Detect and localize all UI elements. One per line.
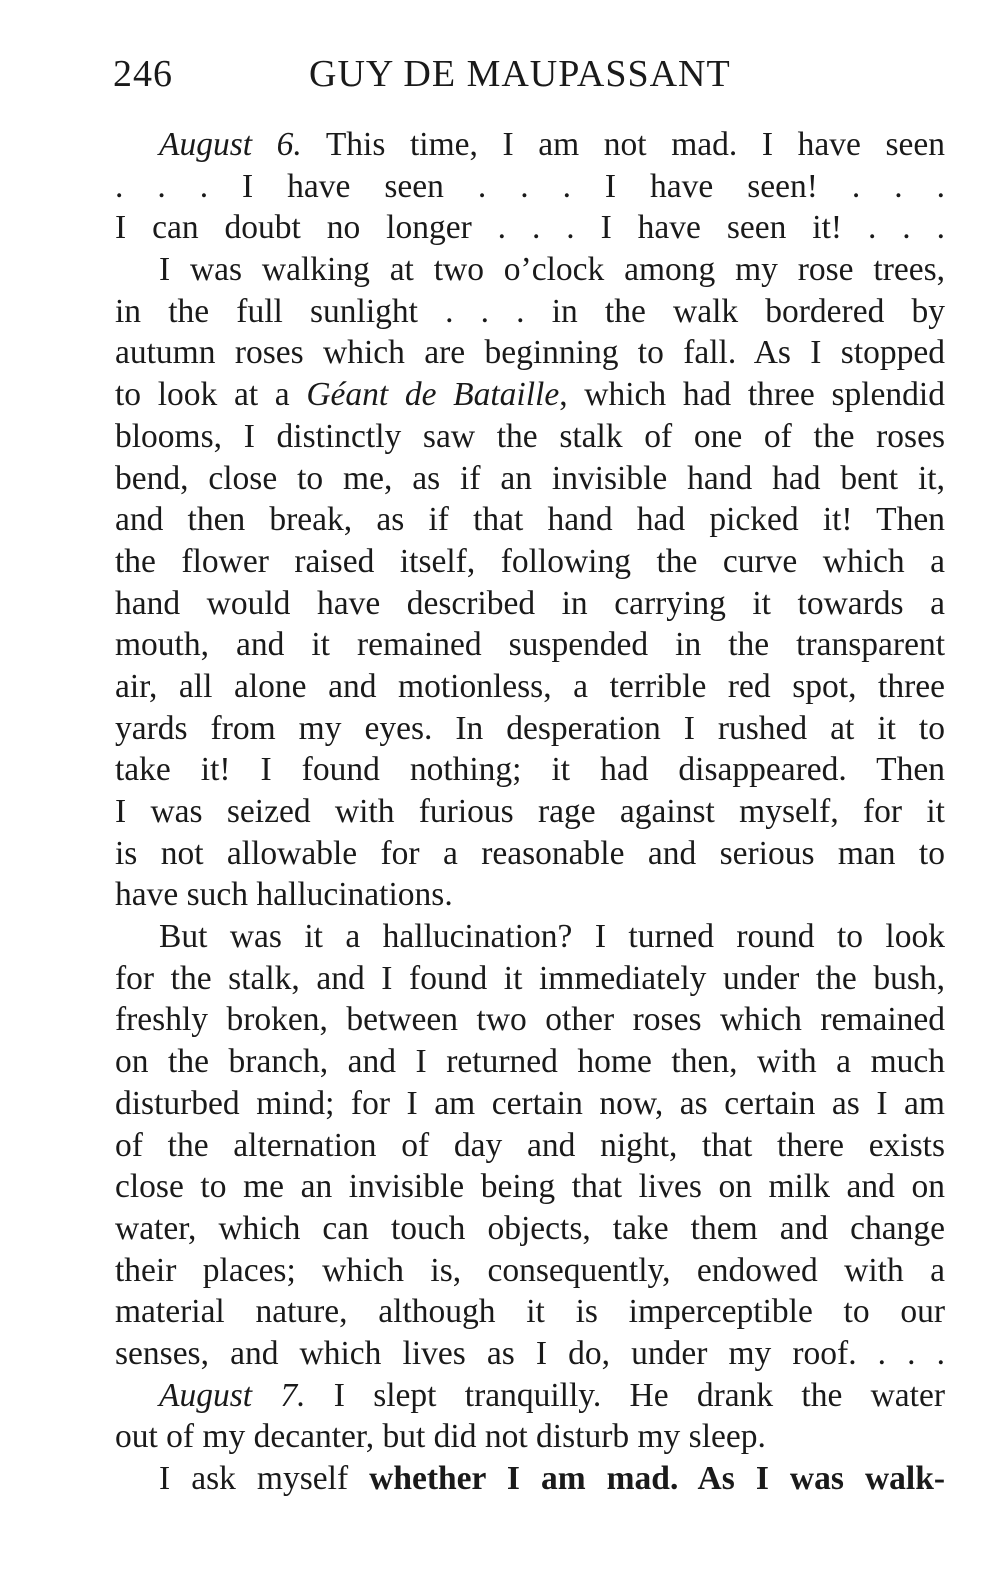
text-line: bend, close to me, as if an invisible hand had bent it, bbox=[115, 459, 945, 497]
paragraph-hallucination bbox=[115, 916, 945, 1375]
text-line: out of my decanter, but did not disturb my sleep. bbox=[115, 1418, 766, 1456]
text-line: disturbed mind; for I am certain now, as certain as I am bbox=[115, 1084, 945, 1122]
text-line bbox=[115, 1458, 945, 1500]
text-line: But was it a hallucination? I turned round to look bbox=[159, 918, 945, 956]
text-line: is not allowable for a reasonable and serious man to bbox=[115, 834, 945, 872]
text-line: yards from my eyes. In desperation I rushed at it to bbox=[115, 709, 945, 747]
entry-date: August 6. bbox=[159, 126, 302, 163]
paragraph-august-6 bbox=[115, 124, 945, 249]
text-line: autumn roses which are beginning to fall. As I stopped bbox=[115, 334, 945, 372]
text-segment: This time, I am not mad. I have seen bbox=[325, 126, 945, 163]
text-line: take it! I found nothing; it had disappeared. Then bbox=[115, 751, 945, 789]
text-line bbox=[115, 124, 945, 166]
entry-date: August 7. bbox=[159, 1376, 306, 1414]
text-line: I was walking at two o’clock among my rose trees, bbox=[159, 251, 945, 289]
page-number: 246 bbox=[113, 53, 173, 95]
text-line: material nature, although it is imperceptible to our bbox=[115, 1293, 945, 1331]
text-segment: , which had three splendid bbox=[559, 376, 945, 414]
text-line: for the stalk, and I found it immediately under the bush, bbox=[115, 959, 945, 997]
text-line: close to me an invisible being that lives on milk and on bbox=[115, 1168, 945, 1206]
running-title: GUY DE MAUPASSANT bbox=[309, 53, 731, 95]
text-line: blooms, I distinctly saw the stalk of one of the roses bbox=[115, 417, 945, 455]
paragraph-august-7 bbox=[115, 1375, 945, 1458]
text-line: . . . I have seen . . . I have seen! . . . bbox=[115, 167, 945, 205]
text-segment-bold: whether I am mad. As I was walk- bbox=[369, 1460, 945, 1497]
text-line: mouth, and it remained suspended in the transparent bbox=[115, 626, 945, 664]
text-line: freshly broken, between two other roses which remained bbox=[115, 1001, 945, 1039]
text-line: have such hallucinations. bbox=[115, 876, 453, 914]
text-line bbox=[115, 374, 945, 416]
text-segment: to look at a bbox=[115, 376, 290, 414]
body-text bbox=[115, 124, 945, 1500]
text-line: their places; which is, consequently, endowed with a bbox=[115, 1251, 945, 1289]
text-line: water, which can touch objects, take them and change bbox=[115, 1209, 945, 1247]
paragraph-rose-walk bbox=[115, 249, 945, 916]
text-line: hand would have described in carrying it towards a bbox=[115, 584, 945, 622]
text-line: senses, and which lives as I do, under my roof. . . . bbox=[115, 1334, 945, 1372]
running-head bbox=[113, 52, 763, 96]
text-line bbox=[115, 1375, 945, 1417]
text-line: the flower raised itself, following the curve which a bbox=[115, 542, 945, 580]
text-line: in the full sunlight . . . in the walk bordered by bbox=[115, 292, 945, 330]
paragraph-am-i-mad bbox=[115, 1458, 945, 1500]
text-line: I can doubt no longer . . . I have seen it! . . . bbox=[115, 209, 945, 247]
rose-name-italic: Géant de Bataille bbox=[306, 376, 560, 414]
text-line: and then break, as if that hand had picked it! Then bbox=[115, 501, 945, 539]
text-line: I was seized with furious rage against myself, for it bbox=[115, 793, 945, 830]
text-line: on the branch, and I returned home then, with a much bbox=[115, 1043, 945, 1081]
text-segment: I slept tranquilly. He drank the water bbox=[333, 1376, 946, 1414]
text-segment: I ask myself bbox=[159, 1460, 349, 1497]
text-line: of the alternation of day and night, that there exists bbox=[115, 1126, 945, 1164]
text-line: air, all alone and motionless, a terrible red spot, three bbox=[115, 667, 945, 705]
